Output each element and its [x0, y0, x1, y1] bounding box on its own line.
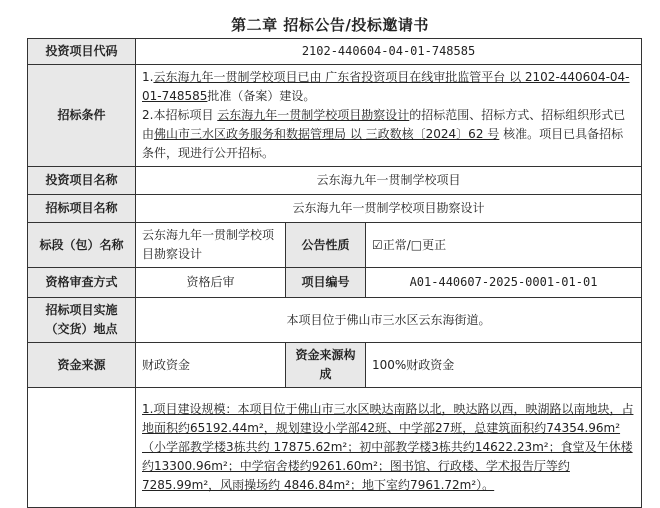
value-qualification: 资格后审 — [136, 268, 286, 298]
label-lot: 标段（包）名称 — [28, 223, 136, 268]
label-notice-nature: 公告性质 — [286, 223, 366, 268]
row-lot — [28, 223, 642, 268]
row-conditions — [28, 65, 642, 167]
value-lot: 云东海九年一贯制学校项目勘察设计 — [136, 223, 286, 268]
row-location — [28, 298, 642, 343]
label-qualification: 资格审查方式 — [28, 268, 136, 298]
cond-p2-project: 云东海九年一贯制学校项目勘察设计 — [217, 108, 410, 122]
label-project-number: 项目编号 — [286, 268, 366, 298]
label-conditions: 招标条件 — [28, 65, 136, 167]
label-location: 招标项目实施（交货）地点 — [28, 298, 136, 343]
label-funds: 资金来源 — [28, 343, 136, 388]
label-tender-name: 招标项目名称 — [28, 195, 136, 223]
chapter-title: 第二章 招标公告/投标邀请书 — [231, 16, 429, 34]
cond-p2-authority: 佛山市三水区政务服务和数据管理局 以 三政数核〔2024〕62 号 — [154, 127, 500, 141]
value-invest-name: 云东海九年一贯制学校项目 — [136, 167, 642, 195]
label-invest-name: 投资项目名称 — [28, 167, 136, 195]
cond-p1-post: 批准（备案）建设。 — [207, 89, 316, 103]
label-scope — [28, 388, 136, 508]
value-project-code: 2102-440604-04-01-748585 — [136, 39, 642, 65]
cond-p1-pre: 1. — [142, 70, 154, 84]
tender-table — [27, 38, 642, 508]
row-funds — [28, 343, 642, 388]
value-funds: 财政资金 — [136, 343, 286, 388]
row-qualification — [28, 268, 642, 298]
value-scope — [136, 388, 642, 508]
row-invest-name — [28, 167, 642, 195]
value-tender-name: 云东海九年一贯制学校项目勘察设计 — [136, 195, 642, 223]
value-conditions — [136, 65, 642, 167]
label-project-code: 投资项目代码 — [28, 39, 136, 65]
value-project-number: A01-440607-2025-0001-01-01 — [366, 268, 642, 298]
scope-text: 1.项目建设规模：本项目位于佛山市三水区映达南路以北，映达路以西，映湖路以南地块，占地面积约65192.44m²，规划建设小学部42班、中学部27班，总建筑面积约74354.96m²（小学部教学楼3栋共约 17875.62m²；初中部教学楼3栋共约14622.23m²；食堂及午休楼约13300.96m²；中学宿舍楼约9261.60m²；图书馆、行政楼、学术报告厅等约7285.99m²，风雨操场约 4846.84m²；地下室约7961.72m²）。 — [142, 402, 634, 492]
value-fund-structure: 100%财政资金 — [366, 343, 642, 388]
cond-p2-mid: 的招标范围、招标方式、招标组织形式已由 — [142, 108, 626, 141]
label-fund-structure: 资金来源构成 — [286, 343, 366, 388]
value-notice-nature: ☑正常/□更正 — [366, 223, 642, 268]
cond-p2-post: 核准。项目已具备招标条件，现进行公开招标。 — [142, 127, 624, 160]
cond-p2-pre: 2.本招标项目 — [142, 108, 218, 122]
cond-p1-approval: 云东海九年一贯制学校项目已由 广东省投资项目在线审批监管平台 以 2102-440604-04-01-748585 — [142, 70, 630, 103]
row-tender-name — [28, 195, 642, 223]
row-scope — [28, 388, 642, 508]
value-location: 本项目位于佛山市三水区云东海街道。 — [136, 298, 642, 343]
row-project-code — [28, 39, 642, 65]
